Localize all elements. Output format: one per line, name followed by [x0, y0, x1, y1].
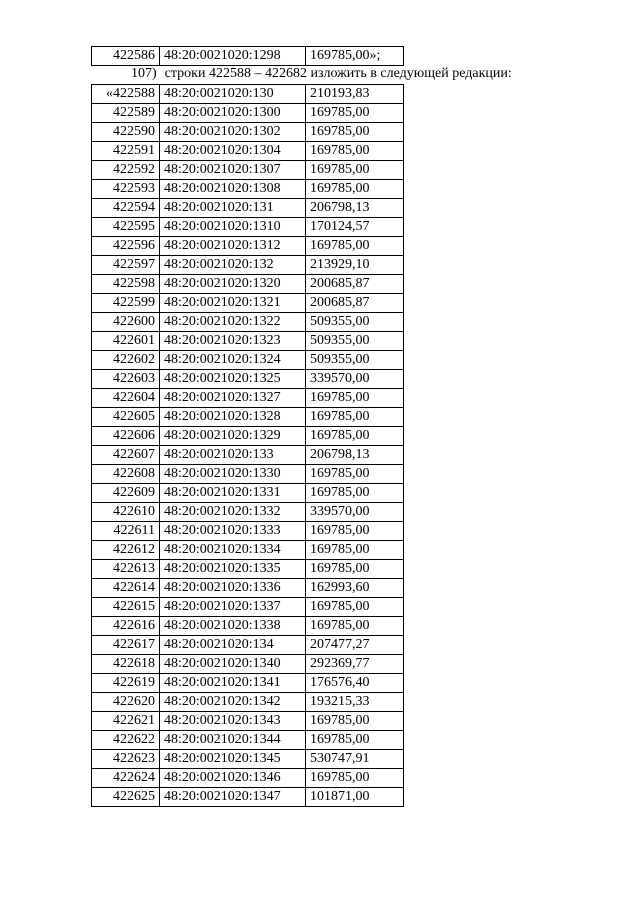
cadastral-number-cell: 48:20:0021020:131	[160, 199, 306, 218]
instruction-number: 107)	[131, 66, 157, 81]
table-row	[92, 636, 404, 655]
cadastral-number-cell: 48:20:0021020:132	[160, 256, 306, 275]
cadastral-number-cell: 48:20:0021020:1328	[160, 408, 306, 427]
row-id-cell: 422621	[92, 712, 160, 731]
table-row	[92, 142, 404, 161]
row-id-cell: 422604	[92, 389, 160, 408]
row-id-cell: «422588	[92, 85, 160, 104]
row-id-cell: 422613	[92, 560, 160, 579]
cadastral-number-cell: 48:20:0021020:1304	[160, 142, 306, 161]
value-cell: 339570,00	[306, 370, 404, 389]
table-row	[92, 408, 404, 427]
cadastral-number-cell: 48:20:0021020:1338	[160, 617, 306, 636]
cadastral-number-cell: 48:20:0021020:1307	[160, 161, 306, 180]
value-cell: 169785,00	[306, 541, 404, 560]
value-cell: 169785,00	[306, 769, 404, 788]
value-cell: 206798,13	[306, 446, 404, 465]
table-row	[92, 199, 404, 218]
row-id-cell: 422593	[92, 180, 160, 199]
value-cell: 530747,91	[306, 750, 404, 769]
row-id-cell: 422597	[92, 256, 160, 275]
cadastral-number-cell: 48:20:0021020:1298	[160, 47, 306, 66]
row-id-cell: 422592	[92, 161, 160, 180]
row-id-cell: 422590	[92, 123, 160, 142]
row-id-cell: 422617	[92, 636, 160, 655]
cadastral-number-cell: 48:20:0021020:1346	[160, 769, 306, 788]
cadastral-number-cell: 48:20:0021020:1332	[160, 503, 306, 522]
value-cell: 169785,00	[306, 389, 404, 408]
value-cell: 169785,00	[306, 104, 404, 123]
value-cell: 169785,00	[306, 465, 404, 484]
table-row	[92, 788, 404, 807]
table-row	[92, 541, 404, 560]
value-cell: 207477,27	[306, 636, 404, 655]
value-cell: 169785,00	[306, 617, 404, 636]
row-id-cell: 422623	[92, 750, 160, 769]
table-row	[92, 294, 404, 313]
cadastral-number-cell: 48:20:0021020:1322	[160, 313, 306, 332]
row-id-cell: 422620	[92, 693, 160, 712]
cadastral-number-cell: 48:20:0021020:134	[160, 636, 306, 655]
cadastral-number-cell: 48:20:0021020:1345	[160, 750, 306, 769]
table-row	[92, 731, 404, 750]
row-id-cell: 422619	[92, 674, 160, 693]
cadastral-number-cell: 48:20:0021020:133	[160, 446, 306, 465]
table-row	[92, 47, 404, 66]
table-row	[92, 769, 404, 788]
cadastral-number-cell: 48:20:0021020:1321	[160, 294, 306, 313]
table-row	[92, 598, 404, 617]
cadastral-number-cell: 48:20:0021020:130	[160, 85, 306, 104]
row-id-cell: 422614	[92, 579, 160, 598]
amended-rows-table	[91, 84, 404, 807]
table-row	[92, 503, 404, 522]
table-row	[92, 522, 404, 541]
cadastral-number-cell: 48:20:0021020:1341	[160, 674, 306, 693]
value-cell: 292369,77	[306, 655, 404, 674]
cadastral-number-cell: 48:20:0021020:1329	[160, 427, 306, 446]
cadastral-number-cell: 48:20:0021020:1336	[160, 579, 306, 598]
row-id-cell: 422609	[92, 484, 160, 503]
row-id-cell: 422596	[92, 237, 160, 256]
value-cell: 509355,00	[306, 313, 404, 332]
row-id-cell: 422622	[92, 731, 160, 750]
value-cell: 169785,00	[306, 142, 404, 161]
cadastral-number-cell: 48:20:0021020:1324	[160, 351, 306, 370]
value-cell: 193215,33	[306, 693, 404, 712]
cadastral-number-cell: 48:20:0021020:1310	[160, 218, 306, 237]
table-row	[92, 218, 404, 237]
value-cell: 169785,00	[306, 522, 404, 541]
amendment-instruction	[131, 66, 512, 82]
table-row	[92, 313, 404, 332]
value-cell: 509355,00	[306, 351, 404, 370]
table-row	[92, 104, 404, 123]
cadastral-number-cell: 48:20:0021020:1347	[160, 788, 306, 807]
cadastral-number-cell: 48:20:0021020:1343	[160, 712, 306, 731]
row-id-cell: 422611	[92, 522, 160, 541]
table-row	[92, 351, 404, 370]
row-id-cell: 422606	[92, 427, 160, 446]
row-id-cell: 422598	[92, 275, 160, 294]
table-row	[92, 446, 404, 465]
cadastral-number-cell: 48:20:0021020:1344	[160, 731, 306, 750]
cadastral-number-cell: 48:20:0021020:1325	[160, 370, 306, 389]
table-row	[92, 389, 404, 408]
value-cell: 169785,00	[306, 598, 404, 617]
cadastral-number-cell: 48:20:0021020:1342	[160, 693, 306, 712]
table-row	[92, 85, 404, 104]
row-id-cell: 422594	[92, 199, 160, 218]
value-cell: 169785,00	[306, 427, 404, 446]
previous-table-fragment	[91, 46, 404, 66]
table-row	[92, 332, 404, 351]
value-cell: 176576,40	[306, 674, 404, 693]
value-cell: 339570,00	[306, 503, 404, 522]
table-row	[92, 617, 404, 636]
table-row	[92, 579, 404, 598]
row-id-cell: 422591	[92, 142, 160, 161]
cadastral-number-cell: 48:20:0021020:1302	[160, 123, 306, 142]
table-row	[92, 237, 404, 256]
row-id-cell: 422607	[92, 446, 160, 465]
row-id-cell: 422618	[92, 655, 160, 674]
row-id-cell: 422615	[92, 598, 160, 617]
value-cell: 169785,00	[306, 161, 404, 180]
row-id-cell: 422624	[92, 769, 160, 788]
row-id-cell: 422625	[92, 788, 160, 807]
table-row	[92, 256, 404, 275]
table-row	[92, 693, 404, 712]
row-id-cell: 422601	[92, 332, 160, 351]
cadastral-number-cell: 48:20:0021020:1300	[160, 104, 306, 123]
cadastral-number-cell: 48:20:0021020:1331	[160, 484, 306, 503]
cadastral-number-cell: 48:20:0021020:1335	[160, 560, 306, 579]
row-id-cell: 422605	[92, 408, 160, 427]
row-id-cell: 422586	[92, 47, 160, 66]
cadastral-number-cell: 48:20:0021020:1334	[160, 541, 306, 560]
row-id-cell: 422616	[92, 617, 160, 636]
value-cell: 200685,87	[306, 294, 404, 313]
value-cell: 169785,00	[306, 408, 404, 427]
table-row	[92, 560, 404, 579]
value-cell: 213929,10	[306, 256, 404, 275]
value-cell: 169785,00	[306, 712, 404, 731]
cadastral-number-cell: 48:20:0021020:1333	[160, 522, 306, 541]
row-id-cell: 422608	[92, 465, 160, 484]
cadastral-number-cell: 48:20:0021020:1312	[160, 237, 306, 256]
row-id-cell: 422600	[92, 313, 160, 332]
table-row	[92, 275, 404, 294]
value-cell: 169785,00	[306, 560, 404, 579]
row-id-cell: 422610	[92, 503, 160, 522]
row-id-cell: 422589	[92, 104, 160, 123]
value-cell: 101871,00	[306, 788, 404, 807]
value-cell: 206798,13	[306, 199, 404, 218]
row-id-cell: 422602	[92, 351, 160, 370]
table-row	[92, 484, 404, 503]
value-cell: 169785,00	[306, 180, 404, 199]
row-id-cell: 422612	[92, 541, 160, 560]
cadastral-number-cell: 48:20:0021020:1340	[160, 655, 306, 674]
cadastral-number-cell: 48:20:0021020:1337	[160, 598, 306, 617]
table-row	[92, 750, 404, 769]
value-cell: 169785,00	[306, 237, 404, 256]
value-cell: 509355,00	[306, 332, 404, 351]
row-id-cell: 422595	[92, 218, 160, 237]
table-row	[92, 465, 404, 484]
table-row	[92, 674, 404, 693]
value-cell: 169785,00	[306, 484, 404, 503]
table-row	[92, 712, 404, 731]
instruction-text: строки 422588 – 422682 изложить в следующей редакции:	[164, 66, 512, 81]
cadastral-number-cell: 48:20:0021020:1308	[160, 180, 306, 199]
table-row	[92, 427, 404, 446]
value-cell: 170124,57	[306, 218, 404, 237]
table-row	[92, 655, 404, 674]
cadastral-number-cell: 48:20:0021020:1327	[160, 389, 306, 408]
cadastral-number-cell: 48:20:0021020:1320	[160, 275, 306, 294]
table-row	[92, 370, 404, 389]
value-cell: 169785,00	[306, 123, 404, 142]
value-cell: 169785,00	[306, 731, 404, 750]
row-id-cell: 422603	[92, 370, 160, 389]
table-row	[92, 123, 404, 142]
value-cell: 200685,87	[306, 275, 404, 294]
cadastral-number-cell: 48:20:0021020:1323	[160, 332, 306, 351]
value-cell: 210193,83	[306, 85, 404, 104]
table-row	[92, 161, 404, 180]
value-cell: 169785,00»;	[306, 47, 404, 66]
cadastral-number-cell: 48:20:0021020:1330	[160, 465, 306, 484]
table-row	[92, 180, 404, 199]
row-id-cell: 422599	[92, 294, 160, 313]
value-cell: 162993,60	[306, 579, 404, 598]
